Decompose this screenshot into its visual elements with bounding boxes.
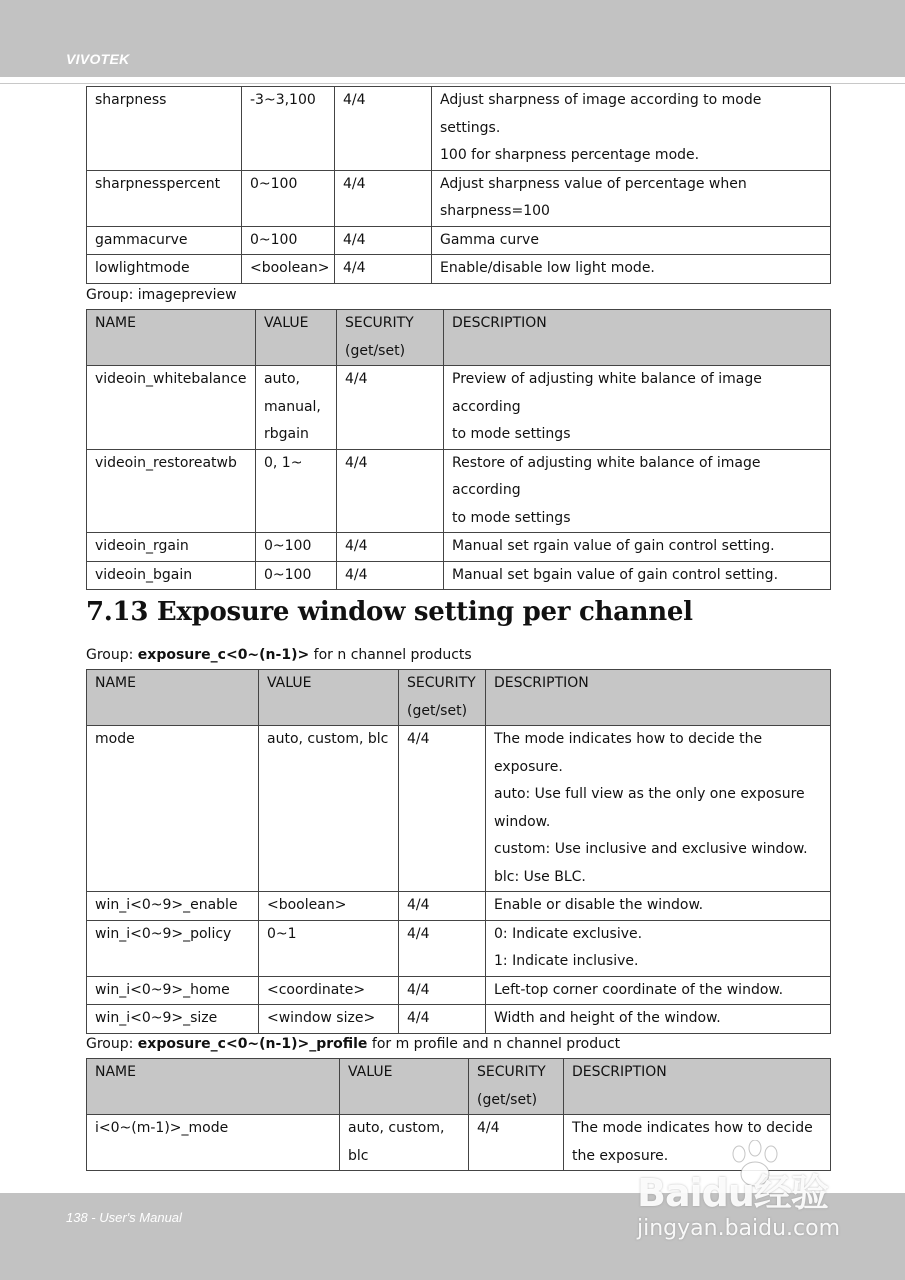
table-row xyxy=(87,533,831,562)
group-suffix: for m profile and n channel product xyxy=(367,1036,621,1052)
group-prefix: Group: xyxy=(86,1036,138,1052)
table-row xyxy=(87,87,831,171)
table-cell: The mode indicates how to decide the exposure. xyxy=(564,1115,831,1171)
table-cell: Restore of adjusting white balance of image according to mode settings xyxy=(444,449,831,533)
table-row xyxy=(87,920,831,976)
column-header: VALUE xyxy=(259,670,399,726)
column-header: NAME xyxy=(87,310,256,366)
table-cell: videoin_restoreatwb xyxy=(87,449,256,533)
column-header: DESCRIPTION xyxy=(486,670,831,726)
table-cell: auto, custom, blc xyxy=(340,1115,469,1171)
table-cell: Manual set bgain value of gain control setting. xyxy=(444,561,831,590)
table-cell: <boolean> xyxy=(242,255,335,284)
column-header: VALUE xyxy=(340,1059,469,1115)
table-cell: 0~100 xyxy=(256,561,337,590)
baidu-watermark xyxy=(637,1140,847,1250)
table-cell: 0~100 xyxy=(242,170,335,226)
table-row xyxy=(87,1005,831,1034)
group-prefix: Group: xyxy=(86,647,138,663)
table-cell: 4/4 xyxy=(335,226,432,255)
table-cell: videoin_bgain xyxy=(87,561,256,590)
table-cell: 0~1 xyxy=(259,920,399,976)
group-suffix: for n channel products xyxy=(309,647,472,663)
table-cell: <window size> xyxy=(259,1005,399,1034)
table-row xyxy=(87,170,831,226)
table-cell: lowlightmode xyxy=(87,255,242,284)
table-cell: 0~100 xyxy=(256,533,337,562)
table-cell: win_i<0~9>_size xyxy=(87,1005,259,1034)
table-row xyxy=(87,226,831,255)
table-cell: Manual set rgain value of gain control setting. xyxy=(444,533,831,562)
table-row xyxy=(87,366,831,450)
table-cell: 4/4 xyxy=(399,892,486,921)
table-row xyxy=(87,561,831,590)
column-header: SECURITY (get/set) xyxy=(399,670,486,726)
table-header-row xyxy=(87,1059,831,1115)
table-cell: Width and height of the window. xyxy=(486,1005,831,1034)
page-number: 138 - User's Manual xyxy=(66,1210,182,1225)
column-header: DESCRIPTION xyxy=(444,310,831,366)
group-label-exposure-profile xyxy=(86,1036,620,1052)
column-header: NAME xyxy=(87,670,259,726)
column-header: SECURITY (get/set) xyxy=(337,310,444,366)
table-row xyxy=(87,449,831,533)
group-name: exposure_c<0~(n-1)> xyxy=(137,647,310,663)
table-cell: 4/4 xyxy=(399,1005,486,1034)
table-cell: sharpnesspercent xyxy=(87,170,242,226)
header-divider xyxy=(0,83,905,84)
table-cell: Enable/disable low light mode. xyxy=(432,255,831,284)
table-cell: 4/4 xyxy=(335,170,432,226)
table-cell: Left-top corner coordinate of the window. xyxy=(486,976,831,1005)
table-cell: 0, 1~ xyxy=(256,449,337,533)
exposure-table xyxy=(86,669,831,1034)
table-cell: Enable or disable the window. xyxy=(486,892,831,921)
table-cell: Preview of adjusting white balance of image according to mode settings xyxy=(444,366,831,450)
table-cell: 4/4 xyxy=(399,920,486,976)
table-cell: auto, manual, rbgain xyxy=(256,366,337,450)
brand-logo: VIVOTEK xyxy=(66,51,130,67)
page-header xyxy=(0,0,905,77)
table-cell: Adjust sharpness value of percentage when sharpness=100 xyxy=(432,170,831,226)
table-cell: 4/4 xyxy=(337,533,444,562)
column-header: VALUE xyxy=(256,310,337,366)
table-cell: <boolean> xyxy=(259,892,399,921)
column-header: NAME xyxy=(87,1059,340,1115)
table-cell: 4/4 xyxy=(335,87,432,171)
table-cell: 0~100 xyxy=(242,226,335,255)
table-cell: 4/4 xyxy=(399,976,486,1005)
watermark-logo: Baidu经验 xyxy=(637,1171,828,1215)
table-cell: auto, custom, blc xyxy=(259,726,399,892)
table-cell: 4/4 xyxy=(337,561,444,590)
table-cell: <coordinate> xyxy=(259,976,399,1005)
table-cell: win_i<0~9>_home xyxy=(87,976,259,1005)
table-header-row xyxy=(87,670,831,726)
table-cell: 4/4 xyxy=(337,449,444,533)
table-cell: win_i<0~9>_enable xyxy=(87,892,259,921)
column-header: SECURITY (get/set) xyxy=(469,1059,564,1115)
table-cell: i<0~(m-1)>_mode xyxy=(87,1115,340,1171)
table-cell: gammacurve xyxy=(87,226,242,255)
table-header-row xyxy=(87,310,831,366)
table-cell: 4/4 xyxy=(399,726,486,892)
table-cell: videoin_rgain xyxy=(87,533,256,562)
sharpness-table xyxy=(86,86,831,284)
table-cell: -3~3,100 xyxy=(242,87,335,171)
table-cell: videoin_whitebalance xyxy=(87,366,256,450)
table-cell: 4/4 xyxy=(335,255,432,284)
group-label-exposure xyxy=(86,647,472,663)
table-cell: Gamma curve xyxy=(432,226,831,255)
table-cell: The mode indicates how to decide the exposure. auto: Use full view as the only one exposure window. custom: Use inclusive and exclusive window. blc: Use BLC. xyxy=(486,726,831,892)
section-title: 7.13 Exposure window setting per channel xyxy=(86,597,693,627)
watermark-url: jingyan.baidu.com xyxy=(637,1216,841,1241)
table-row xyxy=(87,892,831,921)
table-row xyxy=(87,726,831,892)
table-cell: mode xyxy=(87,726,259,892)
imagepreview-table xyxy=(86,309,831,590)
table-cell: 4/4 xyxy=(469,1115,564,1171)
table-cell: 0: Indicate exclusive. 1: Indicate inclusive. xyxy=(486,920,831,976)
column-header: DESCRIPTION xyxy=(564,1059,831,1115)
table-cell: win_i<0~9>_policy xyxy=(87,920,259,976)
table-row xyxy=(87,255,831,284)
table-cell: 4/4 xyxy=(337,366,444,450)
table-cell: Adjust sharpness of image according to mode settings. 100 for sharpness percentage mode. xyxy=(432,87,831,171)
table-cell: sharpness xyxy=(87,87,242,171)
group-name: exposure_c<0~(n-1)>_profile xyxy=(137,1036,368,1052)
table-row xyxy=(87,976,831,1005)
group-label-imagepreview: Group: imagepreview xyxy=(86,287,237,303)
